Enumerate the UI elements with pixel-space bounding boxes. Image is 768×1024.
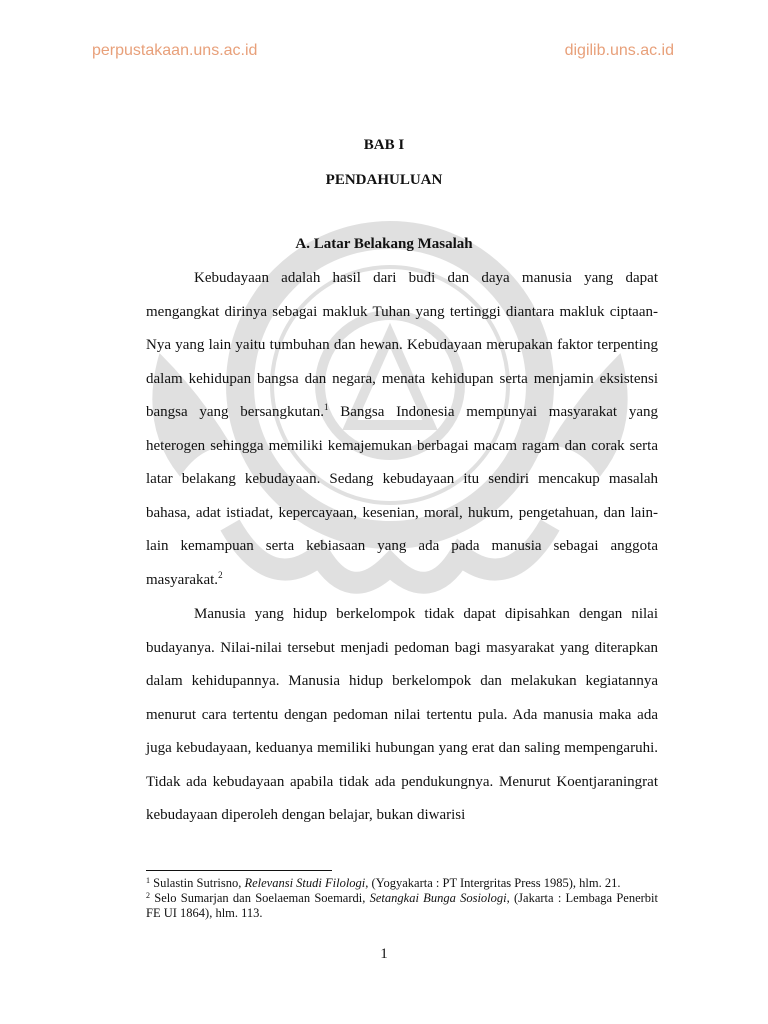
header-left-site: perpustakaan.uns.ac.id xyxy=(92,42,258,59)
paragraph-1-text-b: Bangsa Indonesia mempunyai masyarakat yang heterogen sehingga memiliki kemajemukan berbagai macam ragam dan corak serta latar belakang kebudayaan. Sedang kebudayaan itu sendiri mencakup masalah bahasa, adat istiadat, kepercayaan, kesenian, moral, hukum, pengetahuan, dan lain-lain kemampuan serta kebiasaan yang ada pada manusia sebagai anggota masyarakat. xyxy=(146,404,658,588)
footnote-ref-2: 2 xyxy=(218,569,223,580)
footnote-divider xyxy=(146,870,332,871)
paragraph-1-text-a: Kebudayaan adalah hasil dari budi dan daya manusia yang dapat mengangkat dirinya sebagai makluk Tuhan yang tertinggi diantara makluk ciptaan-Nya yang lain yaitu tumbuhan dan hewan. Kebudayaan merupakan faktor terpenting dalam kehidupan bangsa dan negara, menata kehidupan serta menjamin eksistensi bangsa yang bersangkutan. xyxy=(146,270,658,420)
footnote-1-number: 1 xyxy=(146,876,150,885)
footnote-1-pre: Sulastin Sutrisno, xyxy=(150,876,245,890)
paragraph-1 xyxy=(146,262,658,597)
paragraph-2-text: Manusia yang hidup berkelompok tidak dapat dipisahkan dengan nilai budayanya. Nilai-nilai tersebut menjadi pedoman bagi masyarakat yang diterapkan dalam kehidupannya. Manusia hidup berkelompok dan melakukan kegiatannya menurut cara tertentu dengan pedoman nilai tertentu pula. Ada manusia maka ada juga kebudayaan, keduanya memiliki hubungan yang erat dan saling mempengaruhi. Tidak ada kebudayaan apabila tidak ada pendukungnya. Menurut Koentjaraningrat kebudayaan diperoleh dengan belajar, bukan diwarisi xyxy=(146,606,658,823)
chapter-title: PENDAHULUAN xyxy=(325,172,443,188)
header-right-site: digilib.uns.ac.id xyxy=(564,42,674,59)
footnotes xyxy=(146,876,658,921)
footnote-1 xyxy=(146,876,658,891)
footnote-2-number: 2 xyxy=(146,891,150,900)
page-header xyxy=(92,42,674,60)
footnote-2 xyxy=(146,891,658,921)
footnote-2-title: Setangkai Bunga Sosiologi xyxy=(369,891,507,905)
section-heading: A. Latar Belakang Masalah xyxy=(295,236,473,252)
footnote-ref-1: 1 xyxy=(324,402,329,412)
footnote-1-title: Relevansi Studi Filologi xyxy=(244,876,366,890)
footnote-1-post: , (Yogyakarta : PT Intergritas Press 1985), hlm. 21. xyxy=(365,876,621,890)
page-number: 1 xyxy=(380,946,388,962)
chapter-label: BAB I xyxy=(363,137,405,153)
footnote-2-post: , (Jakarta : Lembaga Penerbit FE UI 1864), hlm. 113. xyxy=(146,891,658,920)
paragraph-2 xyxy=(146,598,658,833)
footnote-2-pre: Selo Sumarjan dan Soelaeman Soemardi, xyxy=(150,891,370,905)
